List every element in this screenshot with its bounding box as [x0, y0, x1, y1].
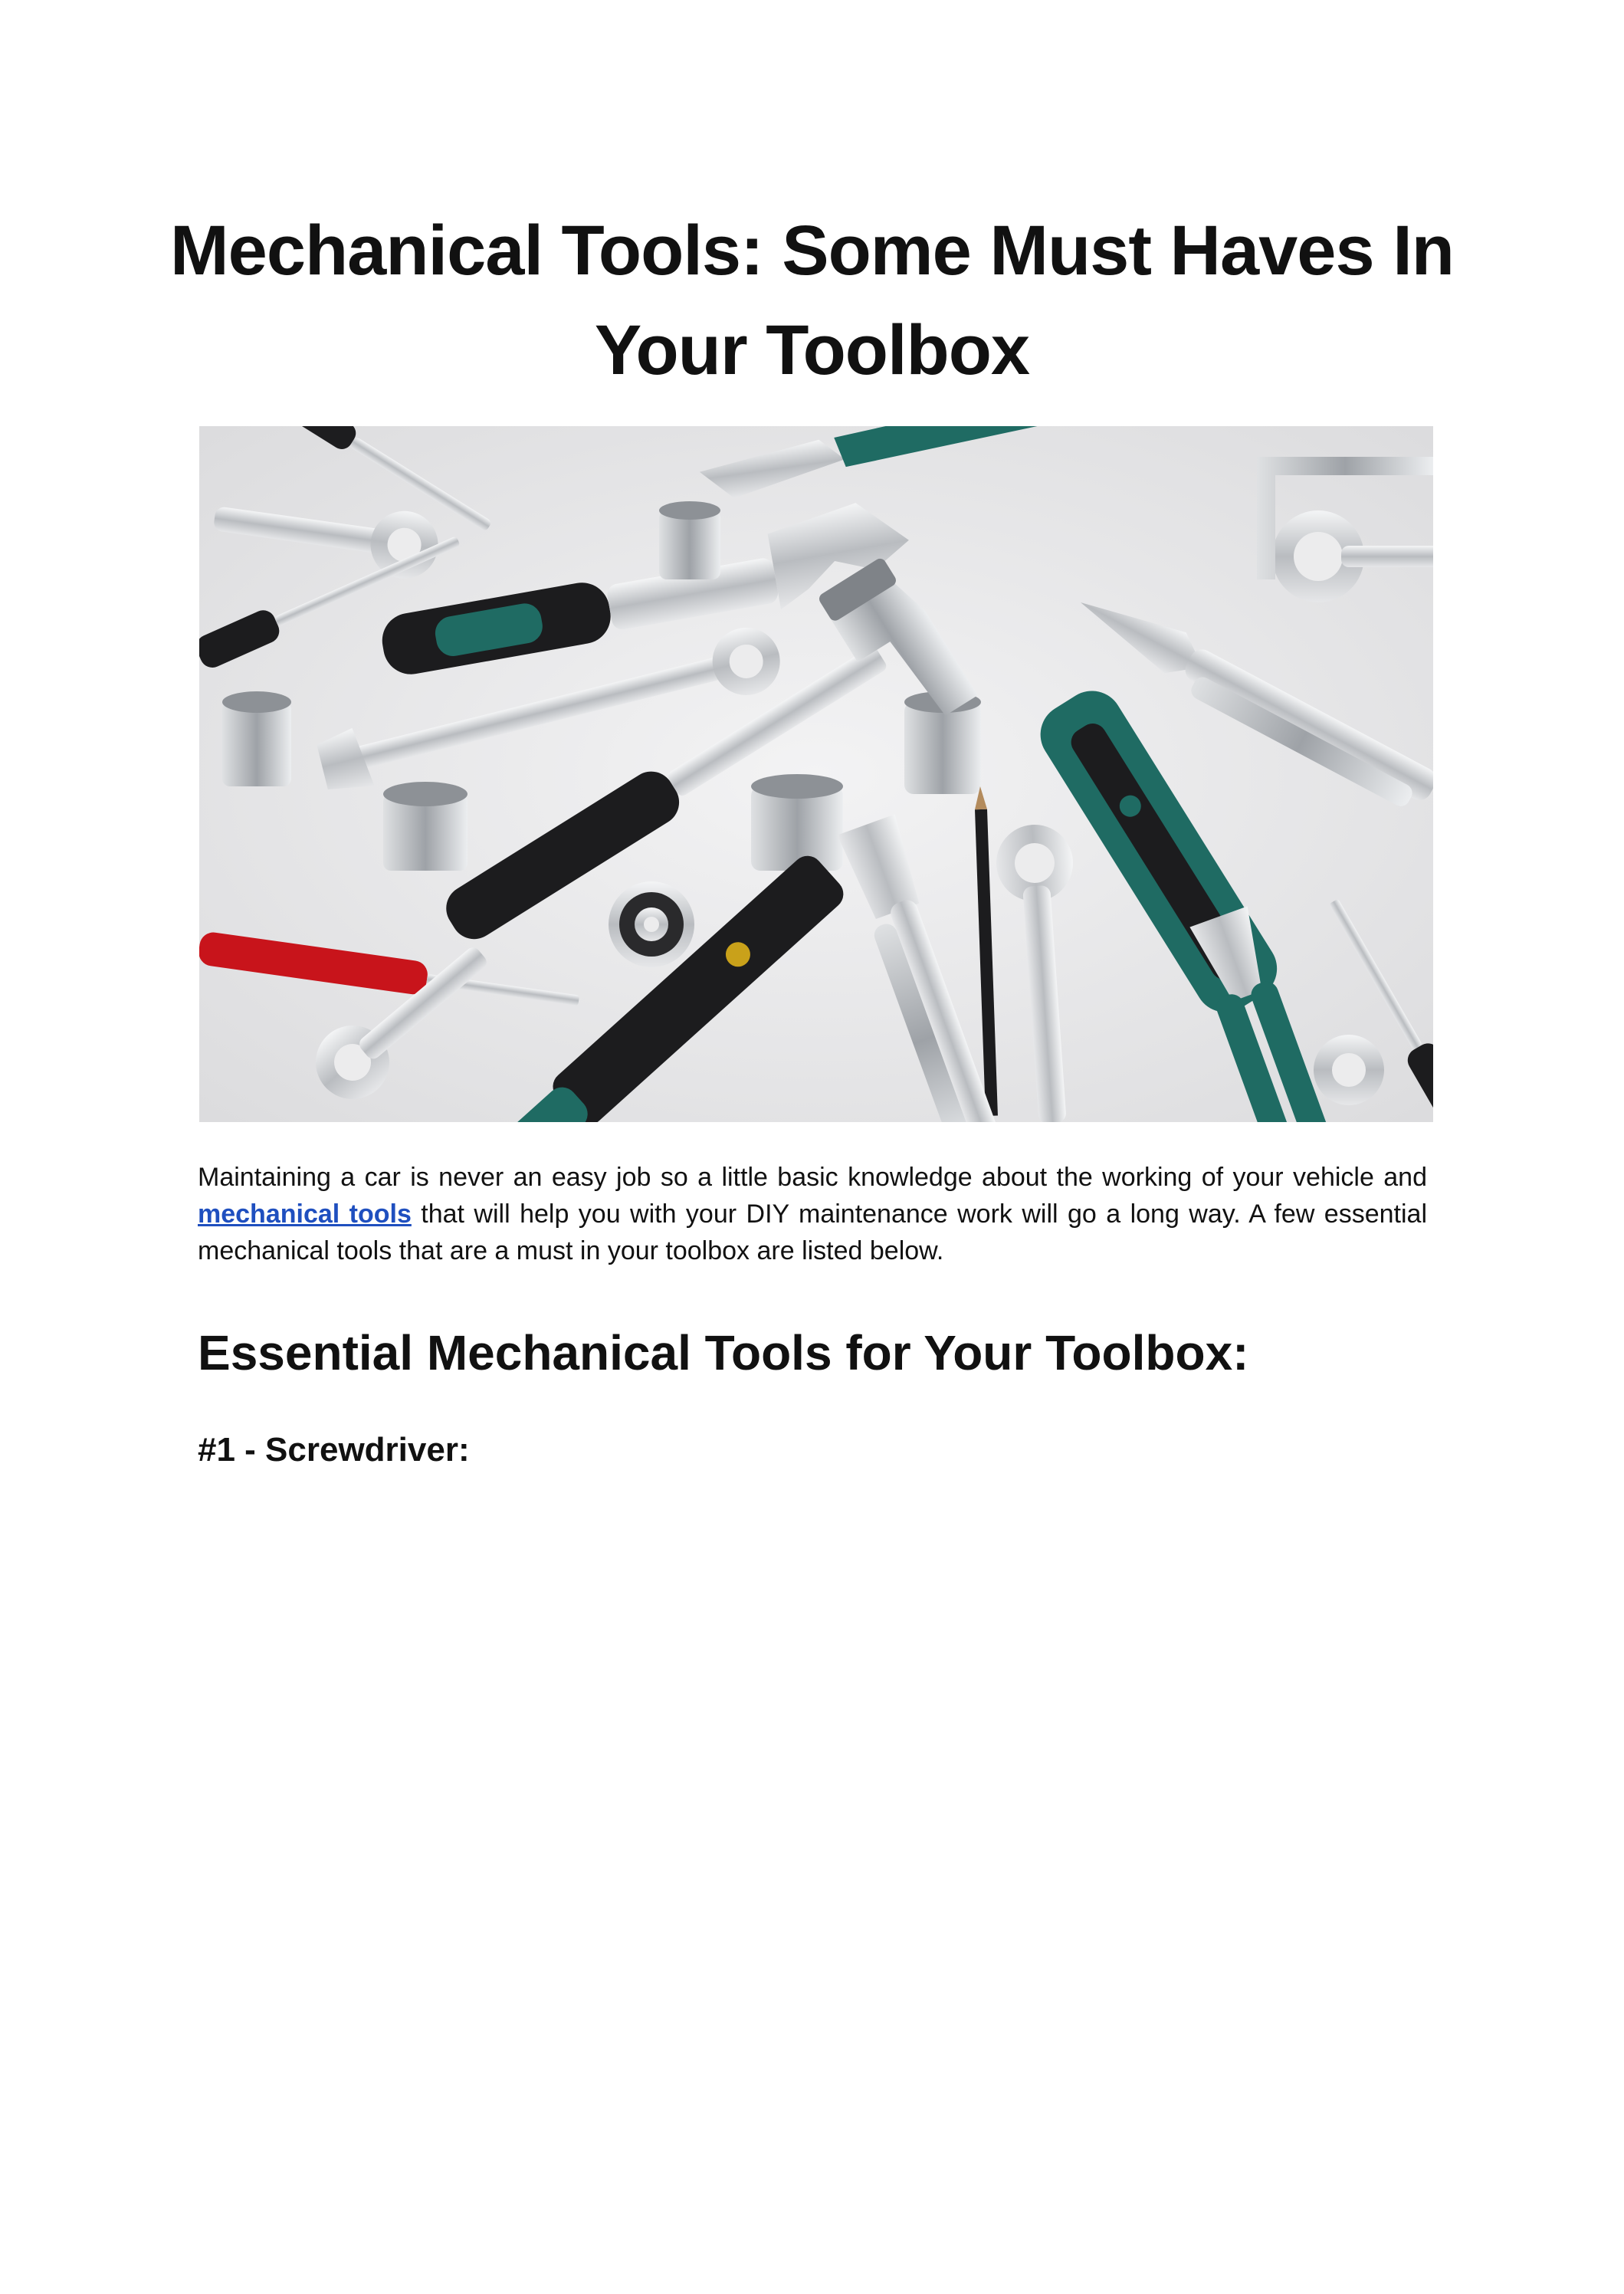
intro-text-before-link: Maintaining a car is never an easy job so a little basic knowledge about the working of your vehicle and [198, 1163, 1427, 1192]
subheading-screwdriver: #1 - Screwdriver: [198, 1431, 470, 1469]
mechanical-tools-link[interactable]: mechanical tools [198, 1200, 412, 1229]
intro-paragraph [198, 1159, 1427, 1269]
intro-text-after-link: that will help you with your DIY maintenance work will go a long way. A few essential mechanical tools that are a must in your toolbox are listed below. [198, 1200, 1427, 1265]
tools-hero-image [199, 426, 1433, 1122]
section-heading: Essential Mechanical Tools for Your Toolbox: [198, 1325, 1249, 1380]
page-title: Mechanical Tools: Some Must Haves In Your Toolbox [170, 212, 1454, 389]
